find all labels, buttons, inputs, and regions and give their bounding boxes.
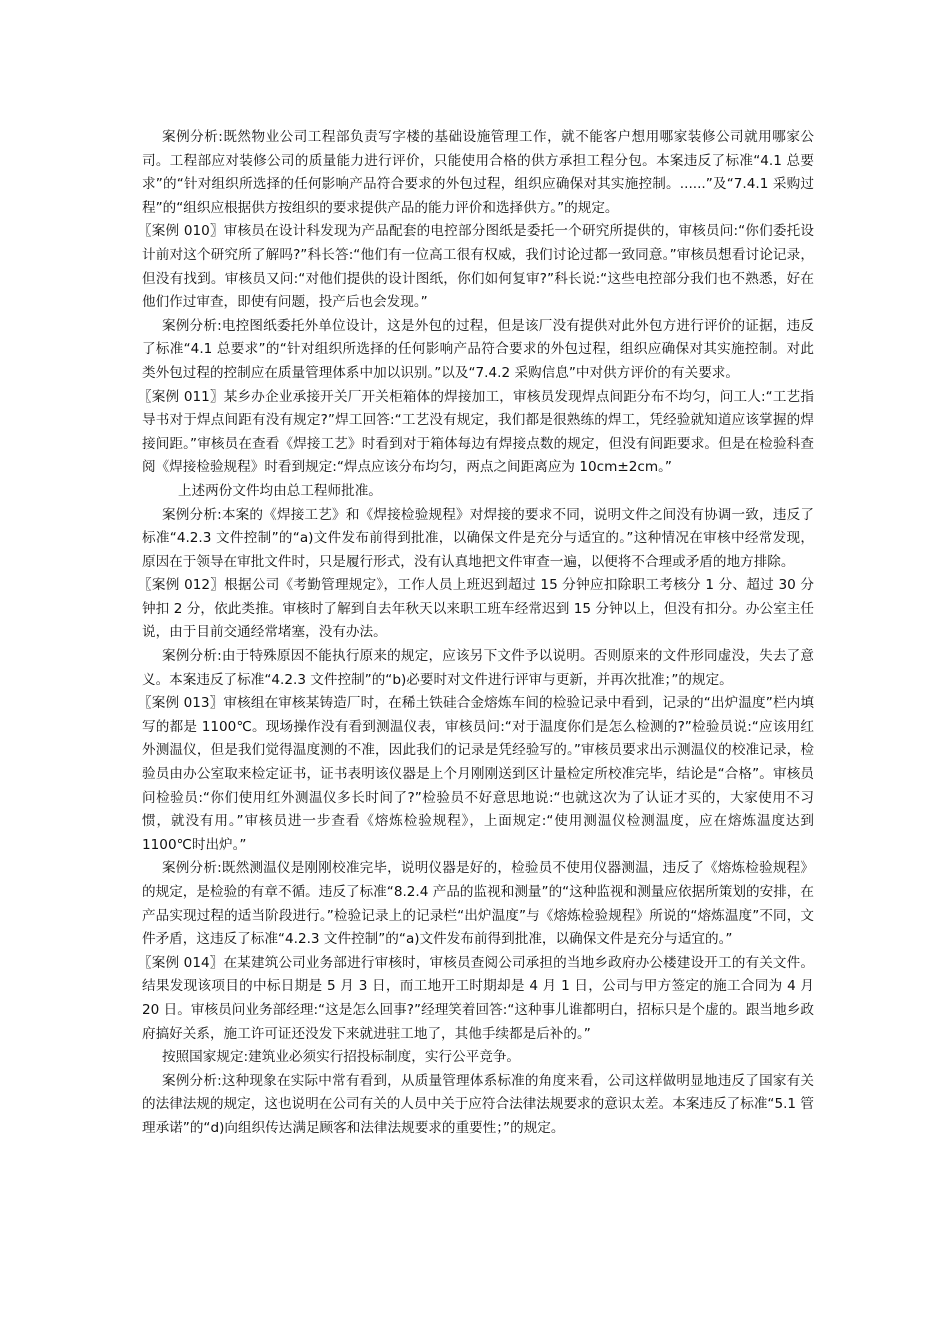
paragraph-13: 案例分析:这种现象在实际中常有看到，从质量管理体系标准的角度来看，公司这样做明显地违反了国家有关的法律法规的规定，这也说明在公司有关的人员中关于应符合法律法规要求的意识太差。本案违反了标准“5.1 管理承诺”的“d)向组织传达满足顾客和法律法规要求的重要性；”的规定。 (142, 1072, 814, 1136)
paragraph-case-011: 〖案例 011〗某乡办企业承接开关厂开关柜箱体的焊接加工，审核员发现焊点间距分布不均匀，问工人:“工艺指导书对于焊点间距有没有规定?”焊工回答:“工艺没有规定，我们都是很熟练的焊工，凭经验就知道应该掌握的焊接间距。”审核员在查看《焊接工艺》时看到对于箱体每边有焊接点数的规定，但没有间距要求。但是在检验科查阅《焊接检验规程》时看到规定:“焊点应该分布均匀，两点之间距离应为 10cm±2cm。” (138, 388, 814, 476)
document-page (138, 126, 814, 1141)
paragraph-5: 上述两份文件均由总工程师批准。 (178, 482, 382, 499)
paragraph-3: 案例分析:电控图纸委托外单位设计，这是外包的过程，但是该厂没有提供对此外包方进行评价的证据，违反了标准“4.1 总要求”的“针对组织所选择的任何影响产品符合要求的外包过程，组织应确保对其实施控制。对此类外包过程的控制应在质量管理体系中加以识别。”以及“7.4.2 采购信息”中对供方评价的有关要求。 (142, 317, 814, 381)
paragraph-case-013: 〖案例 013〗审核组在审核某铸造厂时，在稀土铁硅合金熔炼车间的检验记录中看到，记录的“出炉温度”栏内填写的都是 1100℃。现场操作没有看到测温仪表，审核员问:“对于温度你们是怎么检测的?”检验员说:“应该用红外测温仪，但是我们觉得温度测的不准，因此我们的记录是凭经验写的。”审核员要求出示测温仪的校准记录，检验员由办公室取来检定证书，证书表明该仪器是上个月刚刚送到区计量检定所校准完毕，结论是“合格”。审核员问检验员:“你们使用红外测温仪多长时间了?”检验员不好意思地说:“也就这次为了认证才买的，大家使用不习惯，就没有用。”审核员进一步查看《熔炼检验规程》，上面规定:“使用测温仪检测温度，应在熔炼温度达到 1100℃时出炉。” (138, 695, 814, 853)
paragraph-10: 案例分析:既然测温仪是刚刚校准完毕，说明仪器是好的，检验员不使用仪器测温，违反了《熔炼检验规程》的规定，是检验的有章不循。违反了标准“8.2.4 产品的监视和测量”的“这种监视和测量应依据所策划的安排，在产品实现过程的适当阶段进行。”检验记录上的记录栏“出炉温度”与《熔炼检验规程》所说的“熔炼温度”不同，文件矛盾，这违反了标准“4.2.3 文件控制”的“a)文件发布前得到批准，以确保文件是充分与适宜的。” (142, 860, 814, 948)
paragraph-12: 按照国家规定:建筑业必须实行招投标制度，实行公平竞争。 (162, 1049, 521, 1066)
paragraph-6: 案例分析:本案的《焊接工艺》和《焊接检验规程》对焊接的要求不同，说明文件之间没有协调一致，违反了标准“4.2.3 文件控制”的“a)文件发布前得到批准，以确保文件是充分与适宜的。”这种情况在审核中经常发现，原因在于领导在审批文件时，只是履行形式，没有认真地把文件审查一遍，以便将不合理或矛盾的地方排除。 (142, 506, 814, 570)
paragraph-case-010: 〖案例 010〗审核员在设计科发现为产品配套的电控部分图纸是委托一个研究所提供的，审核员问:“你们委托设计前对这个研究所了解吗?”科长答:“他们有一位高工很有权威，我们讨论过都一致同意。”审核员想看讨论记录，但没有找到。审核员又问:“对他们提供的设计图纸，你们如何复审?”科长说:“这些电控部分我们也不熟悉，好在他们作过审查，即使有问题，投产后也会发现。” (138, 223, 814, 311)
paragraph-case-012: 〖案例 012〗根据公司《考勤管理规定》，工作人员上班迟到超过 15 分钟应扣除职工考核分 1 分、超过 30 分钟扣 2 分，依此类推。审核时了解到自去年秋天以来职工班车经常迟到 15 分钟以上，但没有扣分。办公室主任说，由于目前交通经常堵塞，没有办法。 (138, 577, 814, 641)
paragraph-1: 案例分析:既然物业公司工程部负责写字楼的基础设施管理工作，就不能客户想用哪家装修公司就用哪家公司。工程部应对装修公司的质量能力进行评价，只能使用合格的供方承担工程分包。本案违反了标准“4.1 总要求”的“针对组织所选择的任何影响产品符合要求的外包过程，组织应确保对其实施控制。......”及“7.4.1 采购过程”的“组织应根据供方按组织的要求提供产品的能力评价和选择供方。”的规定。 (142, 129, 814, 216)
paragraph-case-014: 〖案例 014〗在某建筑公司业务部进行审核时，审核员查阅公司承担的当地乡政府办公楼建设开工的有关文件。结果发现该项目的中标日期是 5 月 3 日，而工地开工时期却是 4 月 1 日，公司与甲方签定的施工合同为 4 月 20 日。审核员问业务部经理:“这是怎么回事?”经理笑着回答:“这种事儿谁都明白，招标只是个虚的。跟当地乡政府搞好关系，施工许可证还没发下来就进驻工地了，其他手续都是后补的。” (138, 954, 814, 1042)
paragraph-8: 案例分析:由于特殊原因不能执行原来的规定，应该另下文件予以说明。否则原来的文件形同虚没，失去了意义。本案违反了标准“4.2.3 文件控制”的“b)必要时对文件进行评审与更新，并再次批准；”的规定。 (142, 648, 814, 688)
